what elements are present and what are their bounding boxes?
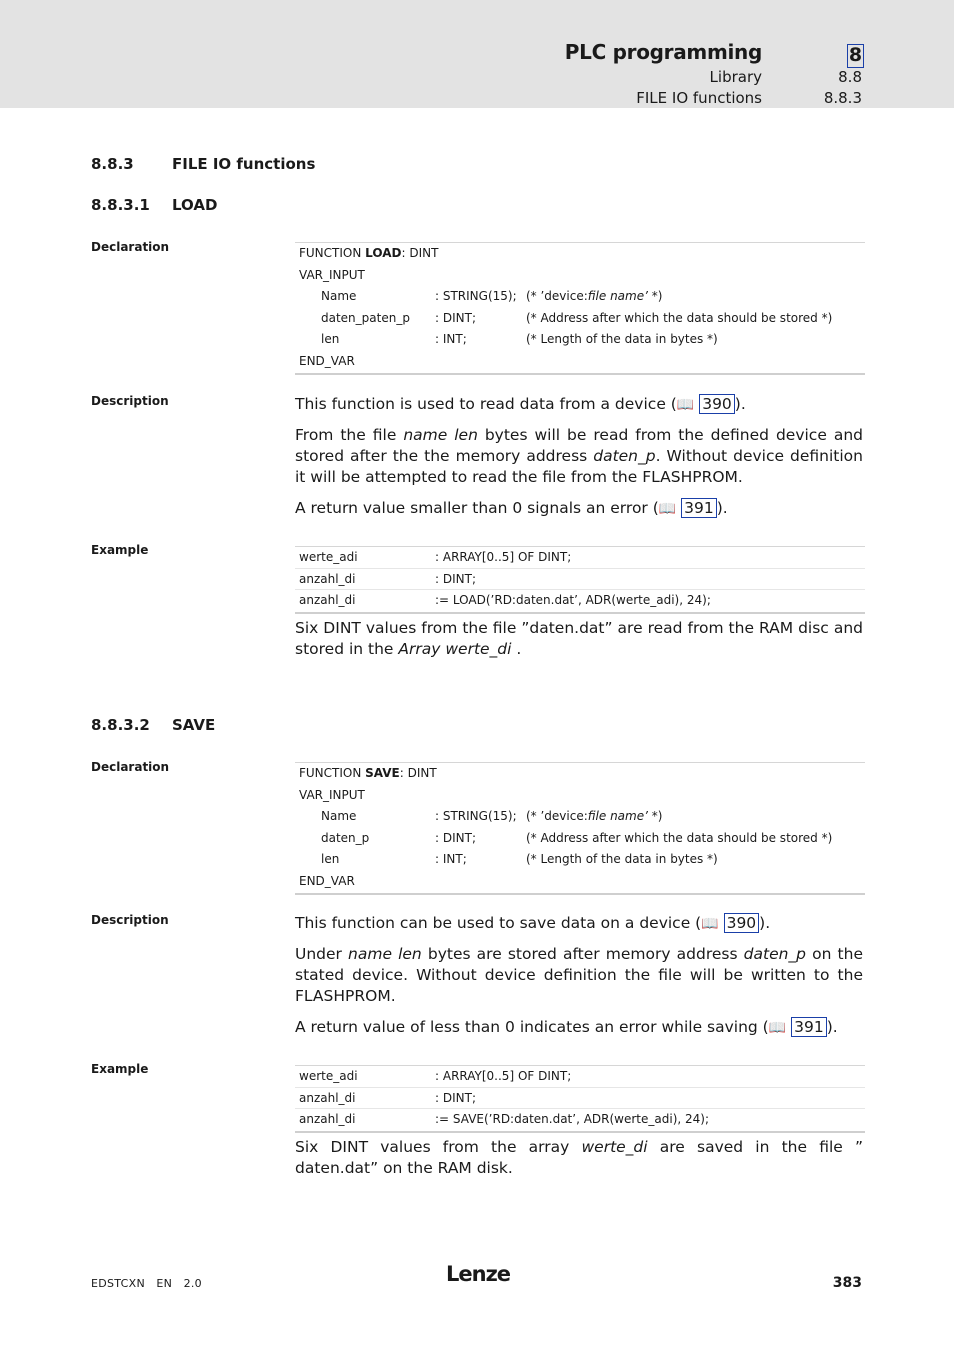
code-line: VAR_INPUT	[299, 267, 365, 282]
save-desc-2: Under name len bytes are stored after memory address daten_p on the stated device. Without device definition the file will be written to the FLASHPROM.	[295, 945, 863, 1005]
code-param-row: daten_paten_p : DINT; (* Address after which the data should be stored *)	[321, 310, 833, 325]
example-row: anzahl_di : DINT;	[295, 569, 865, 591]
section-heading	[91, 155, 315, 173]
header-title: PLC programming	[564, 40, 762, 64]
code-line: VAR_INPUT	[299, 787, 365, 802]
page-ref-link[interactable]: 390	[699, 394, 735, 414]
code-line: END_VAR	[299, 873, 355, 888]
footer-doc-id: EDSTCXN EN 2.0	[91, 1277, 202, 1290]
save-declaration-box	[295, 762, 865, 895]
page-number: 383	[832, 1275, 862, 1291]
load-desc-2: From the file name len bytes will be read from the defined device and stored after the the memory address daten_p. Without device definition it will be attempted to read the file from the FLASHPROM.	[295, 426, 863, 486]
load-number: 8.8.3.1	[91, 196, 150, 214]
load-desc-1: This function is used to read data from a device (📖 390 ).	[295, 395, 746, 413]
book-icon: 📖	[676, 397, 695, 413]
save-number: 8.8.3.2	[91, 716, 150, 734]
book-icon: 📖	[768, 1020, 787, 1036]
chapter-number-link[interactable]: 8	[848, 44, 863, 66]
save-title: SAVE	[172, 716, 216, 734]
code-param-row: len : INT; (* Length of the data in bytes *)	[321, 852, 718, 867]
section-title: FILE IO functions	[172, 155, 316, 173]
code-param-row: Name : STRING(15); (* ’device:file name’ *)	[321, 289, 663, 304]
header-sub-library-num: 8.8	[838, 68, 862, 86]
page-ref-link[interactable]: 391	[791, 1017, 827, 1037]
header-sub-library: Library	[709, 68, 762, 86]
example-row: werte_adi : ARRAY[0..5] OF DINT;	[295, 547, 865, 569]
save-heading	[91, 716, 215, 734]
save-example-text: Six DINT values from the array werte_di are saved in the file ” daten.dat” on the RAM disk.	[295, 1138, 864, 1177]
save-desc-1: This function can be used to save data on a device (📖 390 ).	[295, 914, 771, 932]
book-icon: 📖	[658, 501, 677, 517]
load-example-text: Six DINT values from the file ”daten.dat” are read from the RAM disc and stored in the Array werte_di .	[295, 619, 863, 658]
example-row: werte_adi : ARRAY[0..5] OF DINT;	[295, 1066, 865, 1088]
code-param-row: len : INT; (* Length of the data in bytes *)	[321, 332, 718, 347]
section-number: 8.8.3	[91, 155, 134, 173]
save-declaration-label: Declaration	[91, 760, 170, 774]
save-example-box	[295, 1065, 865, 1133]
header-band	[0, 0, 954, 108]
example-row: anzahl_di : DINT;	[295, 1088, 865, 1110]
header-sub-fileio-num: 8.8.3	[823, 89, 862, 107]
page-ref-link[interactable]: 390	[724, 913, 760, 933]
save-example-label: Example	[91, 1062, 149, 1076]
code-function-line: FUNCTION LOAD: DINT	[299, 246, 439, 260]
save-description-label: Description	[91, 913, 169, 927]
load-title: LOAD	[172, 196, 218, 214]
example-row: anzahl_di := LOAD(’RD:daten.dat’, ADR(werte_adi), 24);	[299, 593, 711, 608]
lenze-logo: Lenze	[446, 1262, 511, 1286]
header-sub-fileio: FILE IO functions	[636, 89, 762, 107]
load-declaration-box	[295, 242, 865, 375]
load-heading	[91, 196, 217, 214]
book-icon: 📖	[701, 916, 719, 932]
load-example-label: Example	[91, 543, 149, 557]
code-line	[295, 243, 865, 265]
code-function-line: FUNCTION SAVE: DINT	[299, 766, 437, 780]
save-desc-3: A return value of less than 0 indicates an error while saving (📖 391 ).	[295, 1018, 838, 1036]
code-line	[295, 763, 865, 785]
code-param-row: Name : STRING(15); (* ’device:file name’ *)	[321, 809, 663, 824]
load-declaration-label: Declaration	[91, 240, 170, 254]
load-description-label: Description	[91, 394, 169, 408]
example-row: anzahl_di := SAVE(’RD:daten.dat’, ADR(werte_adi), 24);	[299, 1112, 709, 1127]
code-param-row: daten_p : DINT; (* Address after which the data should be stored *)	[321, 830, 833, 845]
page-ref-link[interactable]: 391	[681, 498, 717, 518]
load-example-box	[295, 546, 865, 614]
load-desc-3: A return value smaller than 0 signals an error (📖 391 ).	[295, 499, 728, 517]
code-line: END_VAR	[299, 353, 355, 368]
